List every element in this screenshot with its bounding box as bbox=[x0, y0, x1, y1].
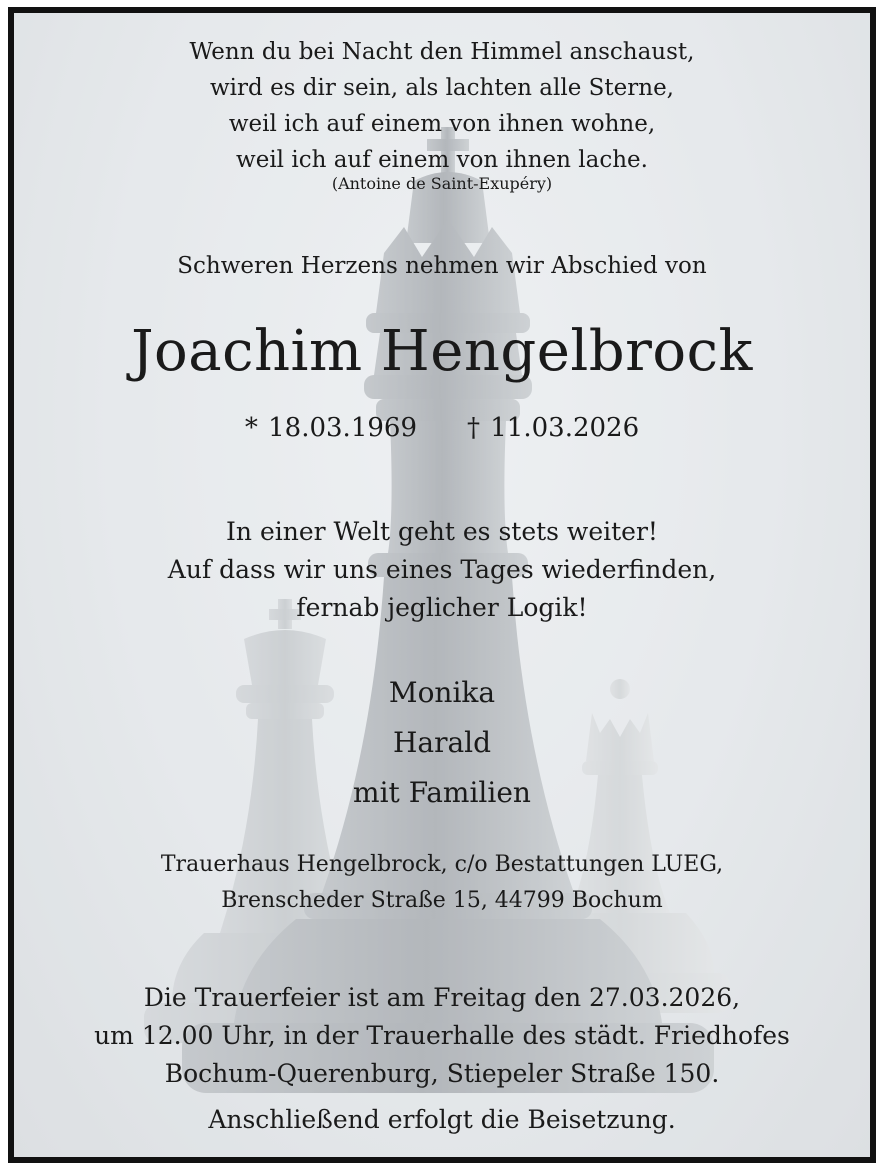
poem-line-4: weil ich auf einem von ihnen lache. bbox=[236, 147, 648, 173]
quote-line-2: Auf dass wir uns eines Tages wiederfinden, bbox=[167, 555, 717, 584]
service-line-3: Bochum-Querenburg, Stiepeler Straße 150. bbox=[164, 1059, 720, 1088]
burial-note: Anschließend erfolgt die Beisetzung. bbox=[208, 1105, 676, 1134]
poem-author: (Antoine de Saint-Exupéry) bbox=[331, 174, 553, 193]
service-line-2: um 12.00 Uhr, in der Trauerhalle des städt. Friedhofes bbox=[94, 1021, 790, 1050]
poem-line-3: weil ich auf einem von ihnen wohne, bbox=[228, 111, 656, 137]
mourner-3: mit Familien bbox=[353, 776, 531, 809]
mourner-1: Monika bbox=[388, 676, 496, 709]
address-line-1: Trauerhaus Hengelbrock, c/o Bestattungen LUEG, bbox=[160, 852, 724, 877]
quote-line-3: fernab jeglicher Logik! bbox=[296, 593, 588, 622]
intro-text: Schweren Herzens nehmen wir Abschied von bbox=[177, 253, 707, 279]
address-line-2: Brenscheder Straße 15, 44799 Bochum bbox=[221, 888, 663, 913]
service-line-1: Die Trauerfeier ist am Freitag den 27.03.2026, bbox=[143, 983, 741, 1012]
deceased-name: Joachim Hengelbrock bbox=[131, 319, 753, 384]
life-dates bbox=[14, 413, 870, 443]
mourner-2: Harald bbox=[392, 726, 492, 759]
obituary-card bbox=[8, 7, 876, 1163]
obituary-text bbox=[14, 13, 870, 1157]
poem-line-2: wird es dir sein, als lachten alle Sterne, bbox=[210, 75, 674, 101]
poem-line-1: Wenn du bei Nacht den Himmel anschaust, bbox=[189, 39, 695, 65]
quote-line-1: In einer Welt geht es stets weiter! bbox=[226, 517, 658, 546]
death-date: † 11.03.2026 bbox=[467, 413, 640, 443]
birth-date: * 18.03.1969 bbox=[244, 413, 417, 443]
